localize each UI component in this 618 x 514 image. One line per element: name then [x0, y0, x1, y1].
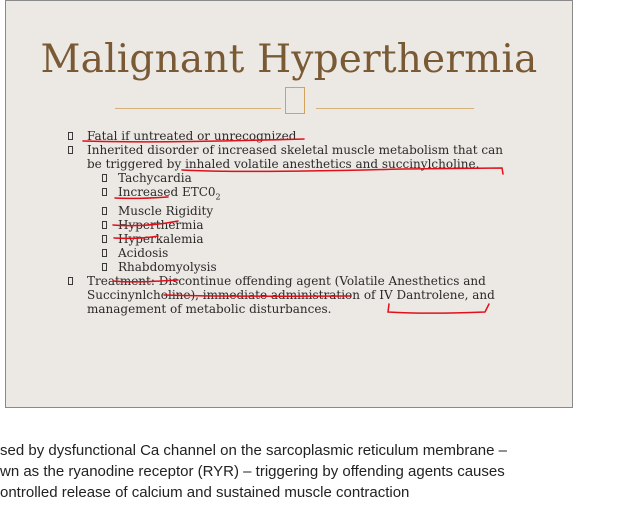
bullet-box-icon — [102, 174, 107, 182]
bullet-box-icon — [102, 249, 107, 257]
caption-line: ontrolled release of calcium and sustained muscle contraction — [0, 484, 410, 501]
bullet-box-icon — [68, 132, 73, 140]
sub-bullet-acidosis — [66, 246, 556, 260]
caption-line: sed by dysfunctional Ca channel on the sarcoplasmic reticulum membrane – — [0, 442, 507, 459]
caption-line: wn as the ryanodine receptor (RYR) – triggering by offending agents causes — [0, 463, 505, 480]
sub-bullet-rhabdomyolysis — [66, 260, 556, 274]
bullet-box-icon — [102, 188, 107, 196]
sub-bullet-hyperthermia — [66, 218, 556, 232]
bullet-text: Fatal if untreated or unrecognized — [87, 129, 297, 143]
bullet-box-icon — [68, 277, 73, 285]
treatment-line: Succinynlcholine), immediate administration of IV Dantrolene, and — [87, 288, 495, 303]
bullet-box-icon — [102, 235, 107, 243]
bullet-box-icon — [102, 221, 107, 229]
sub-bullet-hyperkalemia — [66, 232, 556, 246]
title-rule-right — [316, 108, 474, 109]
treatment-line: management of metabolic disturbances. — [87, 302, 332, 317]
sub-bullet-text: Acidosis — [118, 246, 169, 261]
title-rule-left — [115, 108, 281, 109]
bullet-fatal — [66, 129, 556, 143]
etco2-subscript: 2 — [215, 192, 221, 202]
divider-placeholder-icon — [285, 87, 305, 114]
sub-bullet-text: Tachycardia — [118, 171, 192, 185]
bullet-text-continued: be triggered by inhaled volatile anesthetics and succinylcholine. — [87, 157, 480, 171]
bullet-box-icon — [102, 263, 107, 271]
sub-bullet-text: Hyperkalemia — [118, 232, 204, 247]
sub-bullet-rigidity — [66, 204, 556, 218]
bullet-box-icon — [102, 207, 107, 215]
bullet-inherited — [66, 143, 556, 171]
sub-bullet-tachycardia — [66, 171, 556, 185]
treatment-line: Treatment: Discontinue offending agent (Volatile Anesthetics and — [87, 274, 486, 289]
slide-content — [66, 129, 556, 316]
notes-caption — [0, 440, 618, 503]
bullet-text: Inherited disorder of increased skeletal muscle metabolism that can — [87, 143, 503, 157]
slide-title: Malignant Hyperthermia — [40, 37, 538, 82]
sub-bullet-text: Muscle Rigidity — [118, 204, 214, 219]
sub-bullet-etco2 — [66, 185, 556, 204]
bullet-treatment — [66, 274, 556, 316]
sub-bullet-text: Increased ETC0 — [118, 185, 216, 199]
slide — [5, 0, 573, 408]
sub-bullet-text: Rhabdomyolysis — [118, 260, 217, 275]
bullet-box-icon — [68, 146, 73, 154]
sub-bullet-text: Hyperthermia — [118, 218, 204, 233]
